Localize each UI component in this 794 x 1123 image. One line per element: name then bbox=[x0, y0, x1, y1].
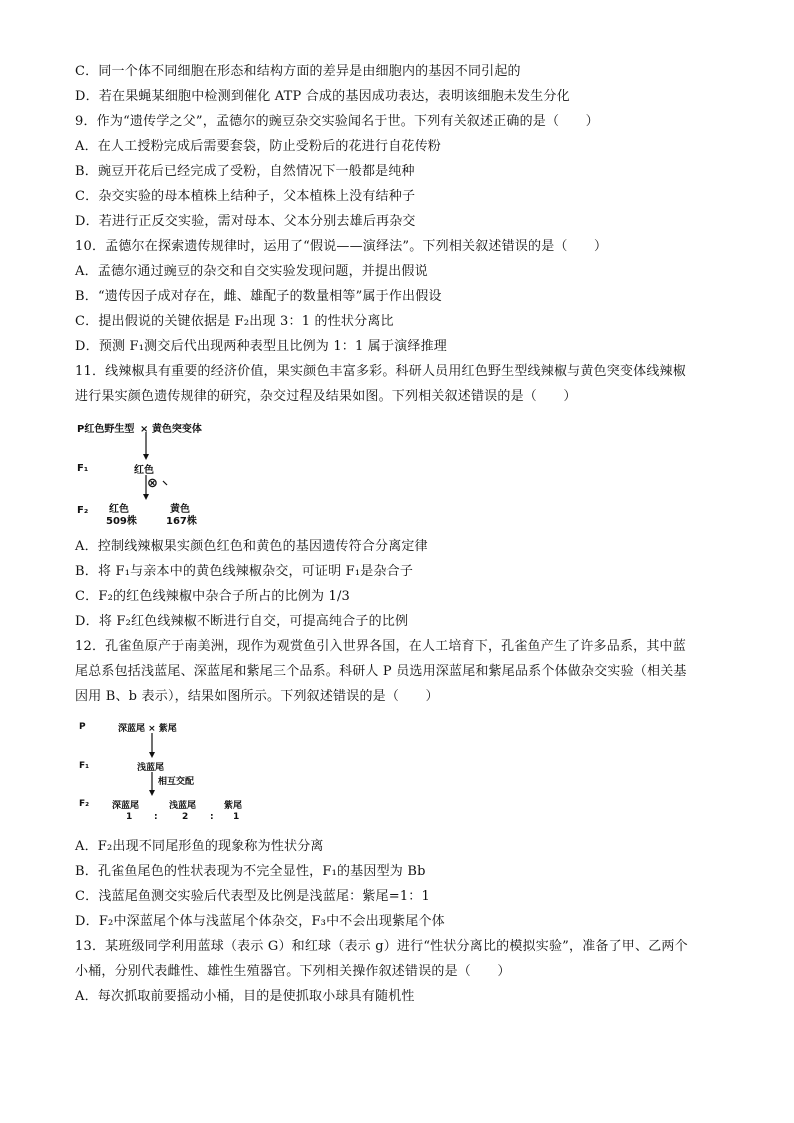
text-line-d-q8: D．若在果蝇某细胞中检测到催化 ATP 合成的基因成功表达，表明该细胞未发生分化 bbox=[75, 89, 570, 104]
fig1-f2-red: 红色 bbox=[109, 504, 129, 515]
fig2-mating-label: 相互交配 bbox=[158, 777, 195, 787]
fig1-f1-phenotype: 红色 bbox=[134, 465, 154, 476]
text-line-c-q8: C．同一个体不同细胞在形态和结构方面的差异是由细胞内的基因不同引起的 bbox=[75, 64, 521, 79]
fig2-f2-purple: 紫尾 bbox=[224, 801, 243, 811]
q10-option-d: D．预测 F₁测交后代出现两种表型且比例为 1：1 属于演绎推理 bbox=[75, 339, 447, 354]
q9-option-d: D．若进行正反交实验，需对母本、父本分别去雄后再杂交 bbox=[75, 214, 416, 229]
q10-option-b: B．“遗传因子成对存在，雌、雄配子的数量相等”属于作出假设 bbox=[75, 289, 442, 304]
q12-option-b: B．孔雀鱼尾色的性状表现为不完全显性，F₁的基因型为 Bb bbox=[75, 864, 426, 879]
fig1-f2-red-count: 509株 bbox=[106, 516, 137, 527]
fig2-parents: 深蓝尾 × 紫尾 bbox=[118, 724, 177, 734]
question-12-stem-line2: 尾总系包括浅蓝尾、深蓝尾和紫尾三个品系。科研人 P 员选用深蓝尾和紫尾品系个体做杂交实验（相关基 bbox=[75, 664, 687, 679]
q11-option-a: A．控制线辣椒果实颜色红色和黄色的基因遗传符合分离定律 bbox=[75, 539, 428, 554]
q9-option-b: B．豌豆开花后已经完成了受粉，自然情况下一般都是纯种 bbox=[75, 164, 415, 179]
fig1-f2-generation: F₂ bbox=[77, 505, 89, 516]
fig2-ratio-colon-1: : bbox=[154, 812, 158, 822]
q10-option-c: C．提出假说的关键依据是 F₂出现 3：1 的性状分离比 bbox=[75, 314, 394, 329]
question-12-stem-line1: 12．孔雀鱼原产于南美洲，现作为观赏鱼引入世界各国，在人工培育下，孔雀鱼产生了许多品系，其中蓝 bbox=[75, 639, 686, 654]
fig2-f1-phenotype: 浅蓝尾 bbox=[137, 763, 165, 773]
question-13-stem-line1: 13．某班级同学利用蓝球（表示 G）和红球（表示 g）进行“性状分离比的模拟实验”，准备了甲、乙两个 bbox=[75, 939, 688, 954]
question-9-stem: 9．作为“遗传学之父”，孟德尔的豌豆杂交实验闻名于世。下列有关叙述正确的是（ ） bbox=[75, 114, 599, 129]
q11-option-c: C．F₂的红色线辣椒中杂合子所占的比例为 1/3 bbox=[75, 589, 351, 604]
fig2-ratio-1: 1 bbox=[126, 812, 133, 822]
fig2-f2-light-blue: 浅蓝尾 bbox=[169, 801, 197, 811]
q11-option-b: B．将 F₁与亲本中的黄色线辣椒杂交，可证明 F₁是杂合子 bbox=[75, 564, 414, 579]
fig2-ratio-colon-2: : bbox=[210, 812, 214, 822]
question-12-stem-line3: 因用 B、b 表示），结果如图所示。下列叙述错误的是（ ） bbox=[75, 689, 439, 704]
q9-option-c: C．杂交实验的母本植株上结种子，父本植株上没有结种子 bbox=[75, 189, 416, 204]
q9-option-a: A．在人工授粉完成后需要套袋，防止受粉后的花进行自花传粉 bbox=[75, 139, 441, 154]
fig2-ratio-3: 1 bbox=[233, 812, 240, 822]
question-11-stem-line1: 11．线辣椒具有重要的经济价值，果实颜色丰富多彩。科研人员用红色野生型线辣椒与黄色突变体线辣椒 bbox=[75, 364, 686, 379]
fig1-cross-label: × 黄色突变体 bbox=[140, 424, 202, 435]
q10-option-a: A．孟德尔通过豌豆的杂交和自交实验发现问题，并提出假说 bbox=[75, 264, 428, 279]
question-13-stem-line2: 小桶，分别代表雌性、雄性生殖器官。下列相关操作叙述错误的是（ ） bbox=[75, 964, 511, 979]
q12-option-a: A．F₂出现不同尾形鱼的现象称为性状分离 bbox=[75, 839, 324, 854]
q11-option-d: D．将 F₂红色线辣椒不断进行自交，可提高纯合子的比例 bbox=[75, 614, 409, 629]
fig2-f2-generation: F₂ bbox=[79, 799, 90, 809]
fig1-f2-yellow: 黄色 bbox=[170, 504, 190, 515]
fig1-f1-generation: F₁ bbox=[77, 463, 89, 474]
q12-option-d: D．F₂中深蓝尾个体与浅蓝尾个体杂交，F₃中不会出现紫尾个体 bbox=[75, 914, 445, 929]
question-10-stem: 10．孟德尔在探索遗传规律时，运用了“假说——演绎法”。下列相关叙述错误的是（ ） bbox=[75, 239, 608, 254]
question-11-stem-line2: 进行果实颜色遗传规律的研究，杂交过程及结果如图。下列相关叙述错误的是（ ） bbox=[75, 389, 577, 404]
q12-option-c: C．浅蓝尾鱼测交实验后代表型及比例是浅蓝尾：紫尾=1：1 bbox=[75, 889, 430, 904]
fig1-f2-yellow-count: 167株 bbox=[166, 516, 197, 527]
fig1-self-cross-symbol: ⊗ bbox=[147, 476, 158, 491]
fig2-f1-generation: F₁ bbox=[79, 761, 90, 771]
q13-option-a: A．每次抓取前要摇动小桶，目的是使抓取小球具有随机性 bbox=[75, 989, 415, 1004]
fig1-parent-label: P红色野生型 bbox=[77, 424, 135, 435]
fig2-ratio-2: 2 bbox=[182, 812, 189, 822]
fig2-f2-deep-blue: 深蓝尾 bbox=[112, 801, 140, 811]
fig2-p-generation: P bbox=[79, 722, 86, 732]
